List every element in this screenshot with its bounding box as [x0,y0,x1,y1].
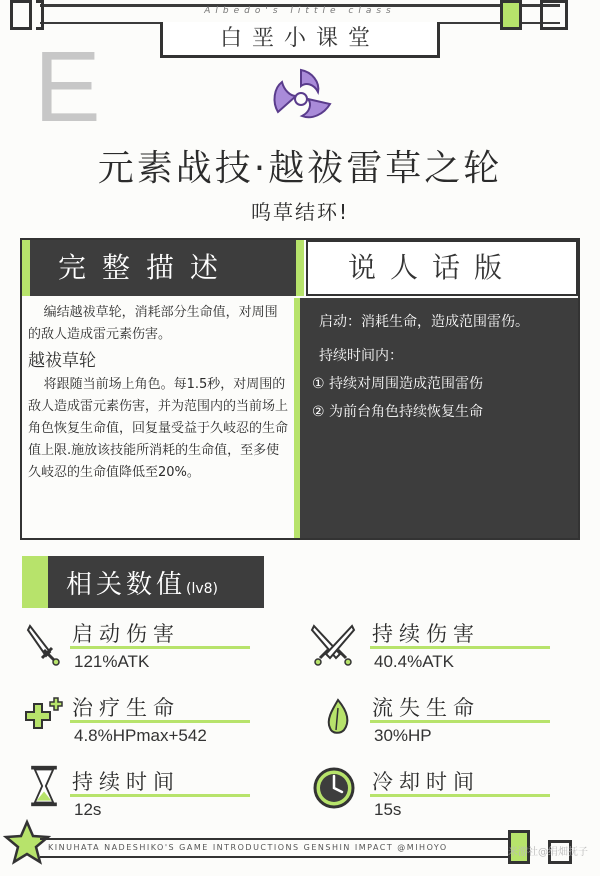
footer-credits: KINUHATA NADESHIKO'S GAME INTRODUCTIONS GENSHIN IMPACT @MIHOYO [48,843,448,852]
stat-label-dot-dmg: 持续伤害 [372,622,480,646]
full-description-subtitle: 越祓草轮 [28,351,96,371]
corner-deco-right [500,0,522,30]
full-description-text: 将跟随当前场上角色。每1.5秒，对周围的敌人造成雷元素伤害，并为范围内的当前场上角色恢复生命值，回复量受益于久岐忍的生命值上限.施放该技能所消耗的生命值，至多使久岐忍的生命值降低至20%。 [28,377,289,480]
stat-label-hp-drain: 流失生命 [372,696,480,720]
stat-value-cooldown: 15s [374,800,402,819]
tab-simple-description: 说人话版 [306,240,578,296]
stats-title: 相关数值 [66,570,187,600]
stats-header-accent [22,556,48,608]
stat-label-duration: 持续时间 [72,770,180,794]
stat-underline [370,794,550,797]
stat-value-hp-drain: 30%HP [374,726,432,745]
stat-value-dot-dmg: 40.4%ATK [374,652,455,671]
heal-plus-icon [18,696,66,740]
hourglass-icon [24,764,64,808]
stat-label-cooldown: 冷却时间 [372,770,480,794]
simple-line-2: 持续时间内： [319,348,403,364]
tab-right-accent [296,240,304,296]
simple-description-body [300,298,578,538]
stat-underline [70,646,250,649]
stat-label-healing: 治疗生命 [72,696,180,720]
header-subtitle: Albedo's little class [204,6,396,16]
full-description-intro: 编结越祓草轮，消耗部分生命值，对周围的敌人造成雷元素伤害。 [28,305,278,342]
footer-bottom-line [40,856,530,858]
simple-line-4: ② 为前台角色持续恢复生命 [312,404,484,420]
sword-icon [24,622,64,666]
leaf-drop-icon [318,696,358,740]
skill-title: 元素战技·越祓雷草之轮 [97,148,503,189]
simple-line-1: 启动：消耗生命，造成范围雷伤。 [319,314,529,330]
stat-underline [70,720,250,723]
skill-subtitle: 呜草结环! [250,200,350,224]
stat-value-healing: 4.8%HPmax+542 [74,726,207,745]
corner-deco-left-2 [36,0,44,30]
stat-value-initial-dmg: 121%ATK [74,652,150,671]
stat-underline [370,720,550,723]
clock-icon [312,766,356,810]
stats-header [22,556,264,608]
full-description-body [28,302,290,484]
stat-label-initial-dmg: 启动伤害 [72,622,180,646]
stat-value-duration: 12s [74,800,102,819]
tab-left-accent [22,240,30,296]
stat-underline [70,794,250,797]
electro-emblem-icon [268,66,334,132]
simple-line-3: ① 持续对周围造成范围雷伤 [312,376,484,392]
footer-top-line [40,838,530,840]
tab-full-description: 完整描述 [22,240,298,296]
corner-deco-left [10,0,32,30]
stats-level: (lv8) [186,581,219,597]
footer-watermark: 米游社@绢畑抚子 [508,847,588,858]
grade-letter: E [34,31,101,143]
stat-underline [370,646,550,649]
star-icon [2,818,52,868]
corner-deco-right-2 [540,0,568,30]
crossed-swords-icon [310,622,356,666]
header-title: 白垩小课堂 [160,22,440,58]
